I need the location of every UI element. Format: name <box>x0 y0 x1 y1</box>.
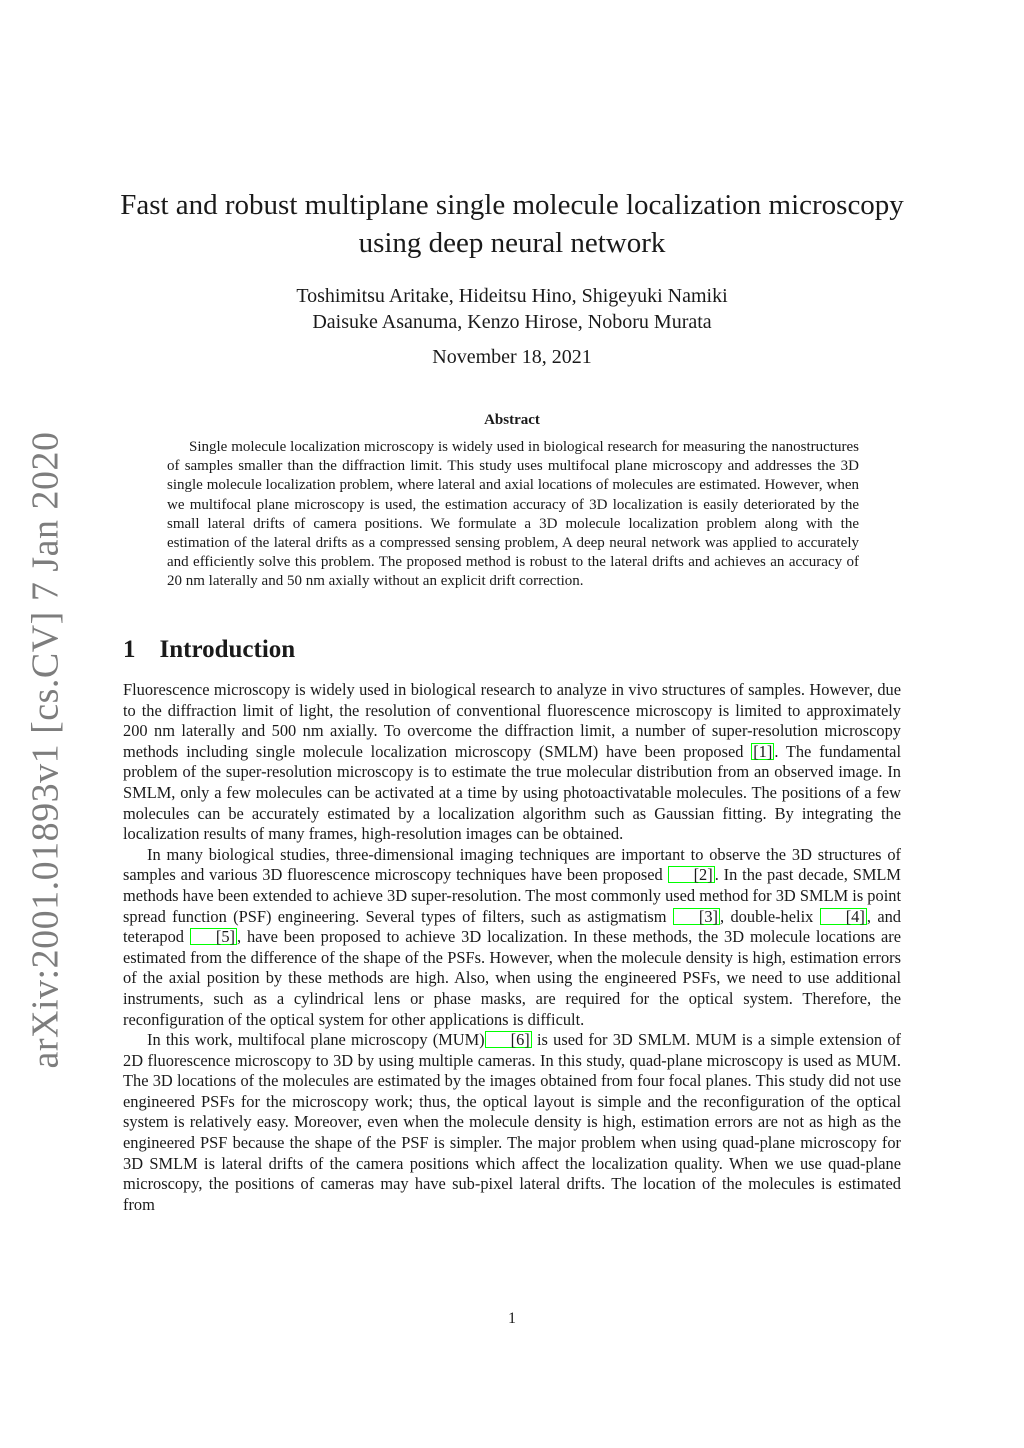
section-number: 1 <box>123 636 136 663</box>
paragraph-1-text-a: Fluorescence microscopy is widely used in biological research to analyze in vivo structures of samples. However, due to the diffraction limit of light, the resolution of conventional fluorescence microscopy is limited to approximately 200 nm laterally and 500 nm axially. To overcome the diffraction limit, a number of super-resolution microscopy methods including single molecule localization microscopy (SMLM) have been proposed <box>123 680 901 761</box>
paragraph-1-text-b: . The fundamental problem of the super-resolution microscopy is to estimate the true molecular distribution from an observed image. In SMLM, only a few molecules can be activated at a time by using photoactivatable molecules. The positions of a few molecules can be accurately estimated by a localization algorithm such as Gaussian fitting. By integrating the localization results of many frames, high-resolution images can be obtained. <box>123 741 901 844</box>
author-line-2: Daisuke Asanuma, Kenzo Hirose, Noboru Murata <box>312 311 712 333</box>
author-list <box>120 283 904 335</box>
arxiv-side-stamp <box>20 431 70 1069</box>
page-number: 1 <box>508 1310 516 1327</box>
section-heading <box>123 636 295 664</box>
paragraph-3-text-a: In this work, multifocal plane microscopy (MUM) <box>147 1030 485 1050</box>
paragraph-2-text-a: In many biological studies, three-dimensional imaging techniques are important to observe the 3D structures of samples and various 3D fluorescence microscopy techniques have been proposed <box>123 844 901 885</box>
citation-link-6[interactable]: [6] <box>485 1031 532 1048</box>
paragraph-2-text-c: , double-helix <box>720 906 820 926</box>
citation-link-4[interactable]: [4] <box>820 908 867 925</box>
arxiv-identifier: arXiv:2001.01893v1 [cs.CV] 7 Jan 2020 <box>24 431 67 1069</box>
paragraph-2-text-d: , and teterapod <box>123 906 901 947</box>
paper-date: November 18, 2021 <box>432 346 592 368</box>
citation-link-5[interactable]: [5] <box>190 928 237 945</box>
abstract-text: Single molecule localization microscopy is widely used in biological research for measuring the nanostructures of samples smaller than the diffraction limit. This study uses multifocal plane microscopy and addresses the 3D single molecule localization problem, where lateral and axial locations of molecules are estimated. However, when we multifocal plane microscopy is used, the estimation accuracy of 3D localization is easily deteriorated by the small lateral drifts of camera positions. We formulate a 3D molecule localization problem along with the estimation of the lateral drifts as a compressed sensing problem, A deep neural network was applied to accurately and efficiently solve this problem. The proposed method is robust to the lateral drifts and achieves an accuracy of 20 nm laterally and 50 nm axially without an explicit drift correction. <box>167 439 859 590</box>
section-title: Introduction <box>159 636 296 663</box>
paragraph-2-text-b: . In the past decade, SMLM methods have been extended to achieve 3D super-resolution. The most commonly used method for 3D SMLM is point spread function (PSF) engineering. Several types of filters, such as astigmatism <box>123 865 902 926</box>
paragraph-3 <box>123 1030 901 1215</box>
paragraph-2-text-e: , have been proposed to achieve 3D localization. In these methods, the 3D molecule locations are estimated from the difference of the shape of the PSFs. However, when the molecule density is high, estimation errors of the axial position by these methods are high. Also, when using the engineered PSFs, we need to use additional instruments, such as a cylindrical lens or phase masks, are required for the optical system. Therefore, the reconfiguration of the optical system for other applications is difficult. <box>123 927 902 1029</box>
paragraph-3-text-b: is used for 3D SMLM. MUM is a simple extension of 2D fluorescence microscopy to 3D by using multiple cameras. In this study, quad-plane microscopy is used as MUM. The 3D locations of the molecules are estimated by the images obtained from four focal planes. This study did not use engineered PSFs for the microscopy work; thus, the optical layout is simple and the reconfiguration of the optical system is relatively easy. Moreover, even when the molecule density is high, estimation errors are not as high as the engineered PSF because the shape of the PSF is simpler. The major problem when using quad-plane microscopy for 3D SMLM is lateral drifts of the camera positions which affect the localization quality. When we use quad-plane microscopy, the positions of cameras may have sub-pixel lateral drifts. The location of the molecules is estimated from <box>123 1030 901 1214</box>
abstract-heading: Abstract <box>484 412 540 428</box>
paragraph-1 <box>123 680 901 845</box>
citation-link-3[interactable]: [3] <box>673 908 720 925</box>
citation-link-2[interactable]: [2] <box>668 866 715 883</box>
introduction-body <box>123 680 901 1215</box>
citation-link-1[interactable]: [1] <box>753 741 773 761</box>
paper-title: Fast and robust multiplane single molecule localization microscopy using deep neural network <box>120 189 904 259</box>
paragraph-2 <box>123 845 901 1030</box>
author-line-1: Toshimitsu Aritake, Hideitsu Hino, Shigeyuki Namiki <box>296 285 728 307</box>
